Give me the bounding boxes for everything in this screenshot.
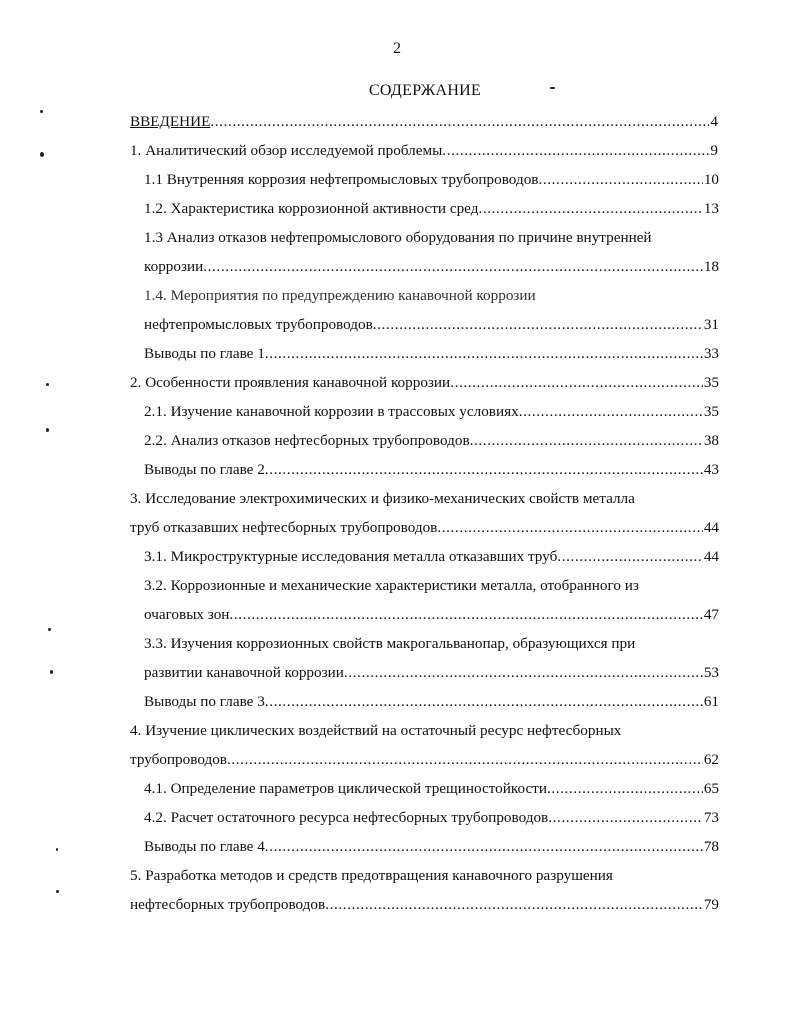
toc-entry-conclusions-2[interactable] — [144, 455, 719, 484]
dot-leader — [344, 658, 703, 687]
toc-entry-conclusions-4[interactable] — [144, 832, 719, 861]
toc-entry-conclusions-3[interactable] — [144, 687, 719, 716]
toc-entry-page: 35 — [703, 374, 719, 391]
toc-title: СОДЕРЖАНИЕ — [368, 82, 482, 99]
toc-entry-1-4-line1: 1.4. Мероприятия по предупреждению канавочной коррозии — [144, 287, 536, 304]
dot-leader — [203, 252, 703, 281]
toc-entry-page: 43 — [703, 461, 719, 478]
toc-entry-page: 4 — [710, 113, 718, 130]
toc-entry-text: очаговых зон — [144, 606, 230, 623]
toc-entry-page: 62 — [703, 751, 719, 768]
dot-leader — [557, 542, 703, 571]
toc-entry-chapter-3[interactable] — [130, 513, 719, 542]
scan-speck — [46, 428, 49, 432]
toc-entry-page: 35 — [703, 403, 719, 420]
toc-entry-text: Выводы по главе 2 — [144, 461, 265, 478]
toc-entry-1-3[interactable] — [144, 252, 719, 281]
toc-entry-text: 4.2. Расчет остаточного ресурса нефтесборных трубопроводов — [144, 809, 549, 826]
toc-entry-page: 38 — [703, 432, 719, 449]
toc-entry-3-2[interactable] — [144, 600, 719, 629]
dot-leader — [265, 832, 703, 861]
scan-speck — [46, 383, 49, 386]
toc-entry-3-1[interactable] — [144, 542, 719, 571]
toc-entry-text: нефтепромысловых трубопроводов — [144, 316, 373, 333]
dot-leader — [227, 745, 703, 774]
toc-entry-chapter-4-line1: 4. Изучение циклических воздействий на остаточный ресурс нефтесборных — [130, 722, 622, 739]
scan-speck — [550, 87, 555, 89]
toc-entry-2-1[interactable] — [144, 397, 719, 426]
toc-entry-page: 78 — [703, 838, 719, 855]
toc-entry-text: 2.2. Анализ отказов нефтесборных трубопроводов — [144, 432, 470, 449]
toc-entry-text: Выводы по главе 1 — [144, 345, 265, 362]
toc-entry-chapter-5-line1: 5. Разработка методов и средств предотвращения канавочного разрушения — [130, 867, 613, 884]
toc-entry-page: 47 — [703, 606, 719, 623]
toc-entry-3-3[interactable] — [144, 658, 719, 687]
dot-leader — [265, 687, 703, 716]
toc-entry-3-2-line1: 3.2. Коррозионные и механические характеристики металла, отобранного из — [144, 577, 639, 594]
scan-speck — [50, 670, 53, 674]
scan-speck — [40, 152, 44, 157]
scan-speck — [40, 110, 43, 113]
toc-entry-chapter-5[interactable] — [130, 890, 719, 919]
toc-entry-2-2[interactable] — [144, 426, 719, 455]
toc-entry-conclusions-1[interactable] — [144, 339, 719, 368]
toc-entry-page: 9 — [710, 142, 718, 159]
dot-leader — [442, 136, 709, 165]
toc-entry-1-2[interactable] — [144, 194, 719, 223]
toc-entry-text: 1.2. Характеристика коррозионной активности сред — [144, 200, 479, 217]
toc-entry-1-4[interactable] — [144, 310, 719, 339]
dot-leader — [519, 397, 703, 426]
toc-entry-text: трубопроводов — [130, 751, 227, 768]
scan-speck — [56, 848, 58, 851]
dot-leader — [538, 165, 702, 194]
toc-entry-text: 4.1. Определение параметров циклической трещиностойкости — [144, 780, 547, 797]
toc-entry-chapter-1[interactable] — [130, 136, 718, 165]
toc-entry-text: 2. Особенности проявления канавочной коррозии — [130, 374, 451, 391]
toc-entry-text: нефтесборных трубопроводов — [130, 896, 326, 913]
dot-leader — [265, 455, 703, 484]
toc-entry-text: Выводы по главе 4 — [144, 838, 265, 855]
dot-leader — [437, 513, 702, 542]
dot-leader — [470, 426, 703, 455]
toc-entry-text: труб отказавших нефтесборных трубопроводов — [130, 519, 438, 536]
dot-leader — [265, 339, 703, 368]
toc-entry-text: 2.1. Изучение канавочной коррозии в трассовых условиях — [144, 403, 519, 420]
toc-entry-page: 10 — [703, 171, 719, 188]
toc-entry-chapter-4[interactable] — [130, 745, 719, 774]
toc-entry-text: 1.1 Внутренняя коррозия нефтепромысловых трубопроводов — [144, 171, 539, 188]
dot-leader — [373, 310, 703, 339]
toc-entry-page: 33 — [703, 345, 719, 362]
dot-leader — [325, 890, 703, 919]
toc-entry-text: 1. Аналитический обзор исследуемой проблемы — [130, 142, 443, 159]
toc-entry-page: 79 — [703, 896, 719, 913]
dot-leader — [210, 107, 709, 136]
toc-entry-text: ВВЕДЕНИЕ — [130, 113, 211, 130]
toc-entry-text: развитии канавочной коррозии — [144, 664, 344, 681]
toc-entry-text: 3.1. Микроструктурные исследования металла отказавших труб — [144, 548, 558, 565]
dot-leader — [548, 803, 703, 832]
scan-speck — [56, 890, 59, 893]
dot-leader — [450, 368, 703, 397]
toc-entry-chapter-2[interactable] — [130, 368, 719, 397]
toc-entry-text: коррозии — [144, 258, 204, 275]
toc-entry-page: 61 — [703, 693, 719, 710]
toc-entry-text: Выводы по главе 3 — [144, 693, 265, 710]
toc-entry-introduction[interactable] — [130, 107, 718, 136]
toc-entry-page: 13 — [703, 200, 719, 217]
toc-entry-page: 18 — [703, 258, 719, 275]
toc-entry-1-3-line1: 1.3 Анализ отказов нефтепромыслового оборудования по причине внутренней — [144, 229, 652, 246]
toc-entry-page: 44 — [703, 548, 719, 565]
dot-leader — [229, 600, 702, 629]
toc-entry-3-3-line1: 3.3. Изучения коррозионных свойств макрогальванопар, образующихся при — [144, 635, 636, 652]
toc-entry-1-1[interactable] — [144, 165, 719, 194]
toc-entry-page: 31 — [703, 316, 719, 333]
toc-entry-page: 53 — [703, 664, 719, 681]
toc-entry-page: 65 — [703, 780, 719, 797]
page-number: 2 — [393, 40, 401, 57]
dot-leader — [478, 194, 702, 223]
toc-entry-chapter-3-line1: 3. Исследование электрохимических и физико-механических свойств металла — [130, 490, 635, 507]
toc-entry-page: 73 — [703, 809, 719, 826]
scan-speck — [48, 628, 51, 631]
toc-entry-page: 44 — [703, 519, 719, 536]
toc-entry-4-1[interactable] — [144, 774, 719, 803]
dot-leader — [547, 774, 703, 803]
toc-entry-4-2[interactable] — [144, 803, 719, 832]
